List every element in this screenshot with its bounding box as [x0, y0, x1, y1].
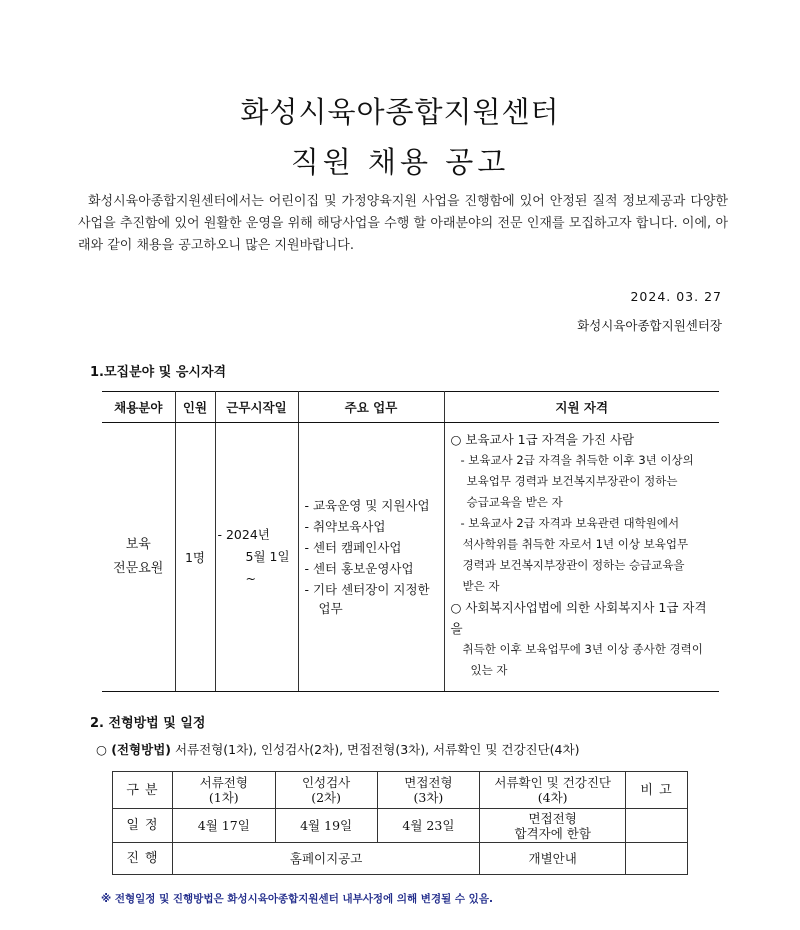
duty-item: - 교육운영 및 지원사업	[304, 498, 430, 513]
qual-line: 경력과 보건복지부장관이 정하는 승급교육을	[462, 558, 685, 572]
announcement-date: 2024. 03. 27	[630, 289, 722, 304]
duty-item: - 기타 센터장이 지정한 업무	[304, 582, 430, 616]
schedule-row	[113, 809, 688, 843]
qual-line: 받은 자	[462, 579, 500, 593]
header-remarks: 비 고	[626, 772, 688, 809]
qual-line: 승급교육을 받은 자	[466, 495, 563, 509]
qual-line: ○ 보육교사 1급 자격을 가진 사람	[450, 432, 635, 447]
progress-row	[113, 843, 688, 875]
start-line: - 2024년	[217, 527, 270, 542]
stage-order: (1차)	[208, 790, 239, 805]
table-row	[102, 423, 719, 692]
issuer: 화성시육아종합지원센터장	[577, 318, 722, 333]
method-label: ○ (전형방법)	[96, 742, 171, 757]
header-count: 인원	[175, 392, 215, 423]
stage-name: 인성검사	[301, 775, 351, 790]
stage-order: (2차)	[311, 790, 341, 805]
progress-individual: 개별안내	[480, 843, 626, 875]
header-field: 채용분야	[102, 392, 175, 423]
schedule-date: 4월 23일	[377, 809, 480, 843]
duty-item: - 센터 홍보운영사업	[304, 561, 414, 576]
qual-line: 석사학위를 취득한 자로서 1년 이상 보육업무	[462, 537, 689, 551]
stage-name: 서류확인 및 건강진단	[494, 775, 611, 790]
stage-order: (4차)	[537, 790, 568, 805]
stage-order: (3차)	[413, 790, 444, 805]
method-text: 서류전형(1차), 인성검사(2차), 면접전형(3차), 서류확인 및 건강진단(4차)	[171, 742, 580, 757]
header-stage2	[275, 772, 377, 809]
qual-line: 보육업무 경력과 보건복지부장관이 정하는	[466, 474, 678, 488]
remarks-cell	[626, 809, 688, 843]
schedule-line: 합격자에 한함	[514, 825, 591, 841]
qual-line: 취득한 이후 보육업무에 3년 이상 종사한 경력이	[462, 642, 703, 656]
stage-name: 면접전형	[404, 775, 453, 790]
row-label: 진 행	[113, 843, 173, 875]
header-stage3	[377, 772, 480, 809]
field-line: 전문요원	[113, 561, 164, 576]
schedule-header-row	[113, 772, 688, 809]
header-stage4	[480, 772, 626, 809]
duties-cell	[298, 423, 444, 692]
document-subtitle: 직원 채용 공고	[290, 145, 510, 179]
stage-name: 서류전형	[199, 775, 248, 790]
schedule-date: 4월 19일	[275, 809, 377, 843]
remarks-cell	[626, 843, 688, 875]
duty-item: - 센터 캠페인사업	[304, 540, 402, 555]
start-cell	[215, 423, 298, 692]
field-cell	[102, 423, 175, 692]
count-cell: 1명	[175, 423, 215, 692]
header-start: 근무시작일	[215, 392, 298, 423]
schedule-date	[480, 809, 626, 843]
section1-heading: 1.모집분야 및 응시자격	[90, 365, 227, 380]
section2-heading: 2. 전형방법 및 일정	[90, 716, 206, 731]
header-stage1	[172, 772, 275, 809]
qual-line: ○ 사회복지사업법에 의한 사회복지사 1급 자격을	[450, 600, 707, 636]
header-qualifications: 지원 자격	[444, 392, 719, 423]
progress-homepage: 홈페이지공고	[172, 843, 479, 875]
schedule-line: 면접전형	[528, 810, 577, 826]
qualifications-cell	[444, 423, 719, 692]
row-label: 일 정	[113, 809, 173, 843]
schedule-date: 4월 17일	[172, 809, 275, 843]
recruitment-table	[102, 391, 719, 692]
selection-method	[96, 740, 579, 758]
duty-item: - 취약보육사업	[304, 519, 386, 534]
qual-line: 있는 자	[470, 663, 508, 677]
recruitment-table-header	[102, 392, 719, 423]
qual-line: - 보육교사 2급 자격을 취득한 이후 3년 이상의	[460, 453, 694, 467]
qual-line: - 보육교사 2급 자격과 보육관련 대학원에서	[460, 516, 680, 530]
document-title: 화성시육아종합지원센터	[240, 95, 560, 129]
field-line: 보육	[125, 537, 151, 552]
intro-paragraph: 화성시육아종합지원센터에서는 어린이집 및 가정양육지원 사업을 진행함에 있어 안정된 질적 정보제공과 다양한 사업을 추진함에 있어 원활한 운영을 위해 해당사업을 수행 할 아래분야의 전문 인재를 모집하고자 합니다. 이에, 아래와 같이 채용을 공고하오니 많은 지원바랍니다.	[78, 194, 728, 253]
header-duties: 주요 업무	[298, 392, 444, 423]
start-line: 5월 1일 ~	[245, 549, 290, 586]
header-gubun: 구 분	[113, 772, 173, 809]
footnote: ※ 전형일정 및 진행방법은 화성시육아종합지원센터 내부사정에 의해 변경될 수 있음.	[101, 893, 493, 905]
schedule-table	[112, 771, 688, 875]
